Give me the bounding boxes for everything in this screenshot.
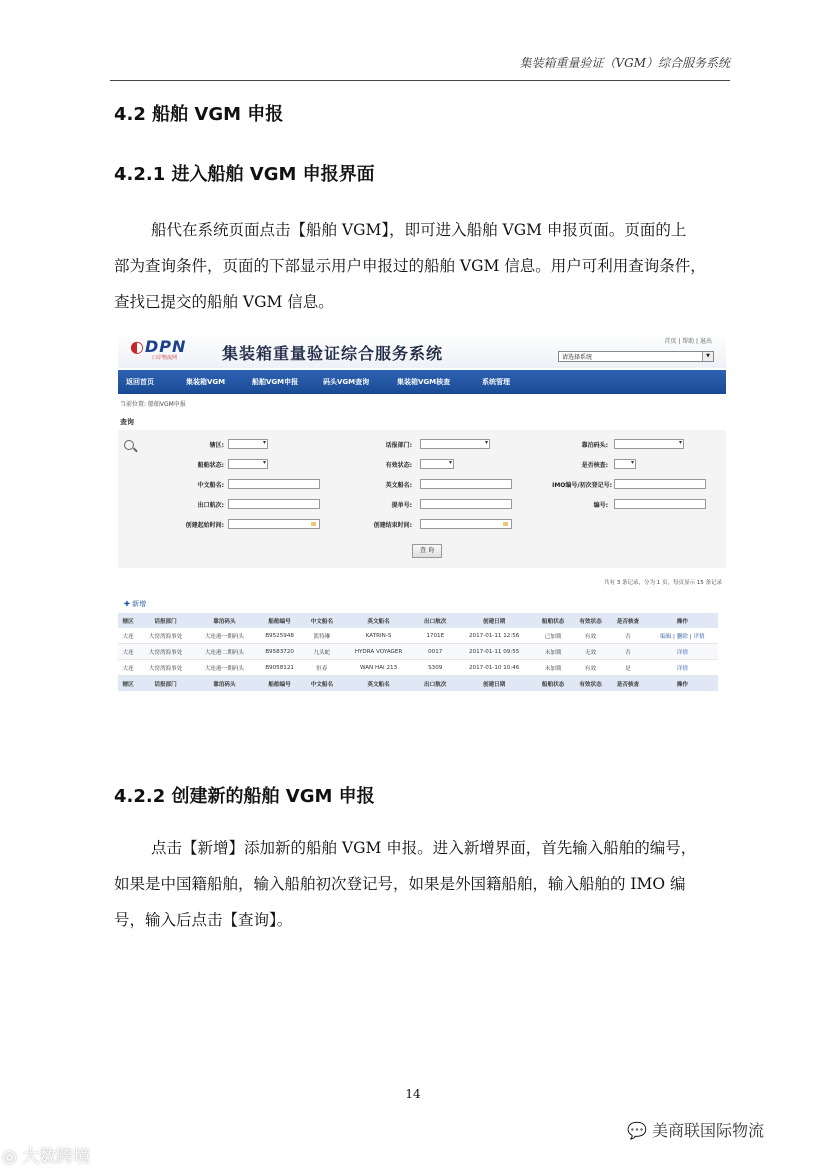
label-dept: 话报部门:: [385, 442, 412, 449]
cell: B9525948: [256, 628, 303, 644]
th: 出口航次: [417, 613, 454, 628]
nav-vgm-check[interactable]: 集装箱VGM核查: [397, 378, 451, 386]
cell: S309: [417, 660, 454, 676]
checked-select[interactable]: [614, 459, 636, 469]
cell: 大连港一期码头: [193, 660, 256, 676]
code-input[interactable]: [614, 499, 706, 509]
paragraph-create-vgm: [114, 830, 726, 938]
cell: 未加锁: [534, 660, 571, 676]
table-footer-row: [118, 676, 718, 692]
cell: B9583720: [256, 644, 303, 660]
label-voyage: 出口航次:: [197, 502, 224, 509]
label-en-name: 英文船名:: [385, 482, 412, 489]
para-line: 查找已提交的船舶 VGM 信息。: [114, 293, 334, 311]
label-ship-status: 船舶状态:: [197, 462, 224, 469]
cell: 否: [609, 644, 646, 660]
query-button[interactable]: 查 询: [412, 544, 442, 558]
para-line: 部为查询条件，页面的下部显示用户申报过的船舶 VGM 信息。用户可利用查询条件，: [114, 257, 706, 275]
para-line: 点击【新增】添加新的船舶 VGM 申报。进入新增界面，首先输入船舶的编号，: [151, 839, 697, 857]
query-title: 查询: [120, 418, 134, 426]
th: 船舶编号: [256, 676, 303, 692]
ship-status-select[interactable]: [228, 459, 268, 469]
cell: 已加锁: [534, 628, 571, 644]
th: 创建日期: [454, 613, 534, 628]
para-line: 船代在系统页面点击【船舶 VGM】，即可进入船舶 VGM 申报页面。页面的上: [151, 221, 687, 239]
row-actions[interactable]: 详情: [647, 660, 718, 676]
th: 是否核查: [609, 613, 646, 628]
cell: 有效: [572, 628, 609, 644]
th: 英文船名: [341, 676, 417, 692]
cell: 凯特琳: [303, 628, 340, 644]
chevron-down-icon: ▼: [702, 352, 713, 361]
th: 中文船名: [303, 613, 340, 628]
th: 船舶状态: [534, 676, 571, 692]
cell: 大窑湾海事处: [138, 644, 193, 660]
top-links[interactable]: 首页 | 帮助 | 退出: [664, 338, 712, 345]
cell: 有效: [572, 660, 609, 676]
cell: 大连: [118, 628, 138, 644]
label-code: 编号:: [593, 502, 608, 509]
watermark-right: 💬 美商联国际物流: [627, 1121, 765, 1140]
cn-name-input[interactable]: [228, 479, 320, 489]
th: 有效状态: [572, 613, 609, 628]
cell: 大连: [118, 644, 138, 660]
watermark-left: ◎ 大数跨境: [2, 1147, 91, 1167]
cell: 否: [609, 628, 646, 644]
imo-input[interactable]: [614, 479, 706, 489]
label-valid-status: 有效状态:: [385, 462, 412, 469]
record-count: 共有 3 条记录，分为 1 页，每页显示 15 条记录: [604, 580, 722, 586]
label-region: 辖区:: [209, 442, 224, 449]
cell: 2017-01-11 12:56: [454, 628, 534, 644]
row-actions[interactable]: 详情: [647, 644, 718, 660]
nav-home[interactable]: 返回首页: [126, 378, 154, 386]
cell: 2017-01-11 09:55: [454, 644, 534, 660]
th: 出口航次: [417, 676, 454, 692]
cell: 大连港一期码头: [193, 628, 256, 644]
declare-no-input[interactable]: [420, 499, 512, 509]
header-divider: [110, 80, 730, 81]
th: 操作: [647, 613, 718, 628]
cell: 大连港二期码头: [193, 644, 256, 660]
cell: KATRIN-S: [341, 628, 417, 644]
th: 英文船名: [341, 613, 417, 628]
section-heading-4-2-2: 4.2.2 创建新的船舶 VGM 申报: [114, 786, 375, 807]
cell: 未加锁: [534, 644, 571, 660]
table-row[interactable]: [118, 628, 718, 644]
add-label: 新增: [132, 600, 147, 608]
cell: 恒春: [303, 660, 340, 676]
region-select[interactable]: [228, 439, 268, 449]
label-end-time: 创建结束时间:: [373, 522, 412, 529]
th: 船舶编号: [256, 613, 303, 628]
label-dock: 靠泊码头:: [581, 442, 608, 449]
table-row[interactable]: [118, 644, 718, 660]
cell: WAN HAI 213: [341, 660, 417, 676]
running-header: 集装箱重量验证（VGM）综合服务系统: [519, 56, 730, 70]
th: 船舶状态: [534, 613, 571, 628]
search-icon: [124, 440, 134, 450]
cell: 大连: [118, 660, 138, 676]
label-start-time: 创建起始时间:: [185, 522, 224, 529]
page-number: 14: [405, 1087, 421, 1101]
dept-select[interactable]: [420, 439, 490, 449]
wechat-icon: 💬: [627, 1121, 647, 1140]
query-panel: [118, 430, 726, 568]
th: 靠泊码头: [193, 613, 256, 628]
cell: 是: [609, 660, 646, 676]
cell: B9058121: [256, 660, 303, 676]
label-declare-no: 提单号:: [391, 502, 412, 509]
cell: 大窑湾海事处: [138, 660, 193, 676]
voyage-input[interactable]: [228, 499, 320, 509]
th: 操作: [647, 676, 718, 692]
system-select[interactable]: 请选择系统 ▼: [558, 351, 714, 362]
system-title: 集装箱重量验证综合服务系统: [222, 344, 444, 363]
add-button[interactable]: [124, 599, 146, 609]
table-header-row: [118, 613, 718, 628]
paragraph-enter-vgm: [114, 212, 726, 320]
th: 话报部门: [138, 676, 193, 692]
breadcrumb: 当前位置: 船舶VGM申报: [120, 401, 186, 408]
th: 靠泊码头: [193, 676, 256, 692]
th: 辖区: [118, 676, 138, 692]
system-banner: [118, 332, 726, 368]
label-cn-name: 中文船名:: [197, 482, 224, 489]
th: 话报部门: [138, 613, 193, 628]
label-checked: 是否核查:: [581, 462, 608, 469]
row-actions[interactable]: 编辑 | 删除 | 详情: [647, 628, 718, 644]
table-row[interactable]: [118, 660, 718, 676]
th: 是否核查: [609, 676, 646, 692]
th: 有效状态: [572, 676, 609, 692]
nav-container-vgm[interactable]: 集装箱VGM: [186, 378, 226, 386]
system-screenshot: [118, 332, 726, 704]
para-line: 如果是中国籍船舶，输入船舶初次登记号，如果是外国籍船舶，输入船舶的 IMO 编: [114, 875, 686, 893]
dpn-logo: ◐DPN 口岸物流网: [130, 337, 187, 361]
nav-dock-vgm[interactable]: 码头VGM查询: [323, 378, 370, 386]
th: 中文船名: [303, 676, 340, 692]
label-imo: IMO编号/初次登记号:: [552, 482, 612, 489]
th: 创建日期: [454, 676, 534, 692]
start-time-input[interactable]: [228, 519, 320, 529]
cell: HYDRA VOYAGER: [341, 644, 417, 660]
en-name-input[interactable]: [420, 479, 512, 489]
section-heading-4-2: 4.2 船舶 VGM 申报: [114, 104, 284, 125]
dock-select[interactable]: [614, 439, 684, 449]
add-icon: ✚: [124, 600, 130, 608]
cell: 无效: [572, 644, 609, 660]
vgm-table: [118, 613, 718, 691]
end-time-input[interactable]: [420, 519, 512, 529]
cell: 1701E: [417, 628, 454, 644]
cell: 大窑湾海事处: [138, 628, 193, 644]
section-heading-4-2-1: 4.2.1 进入船舶 VGM 申报界面: [114, 164, 375, 185]
para-line: 号，输入后点击【查询】。: [114, 911, 293, 929]
cell: 九头蛇: [303, 644, 340, 660]
valid-status-select[interactable]: [420, 459, 454, 469]
nav-system-admin[interactable]: 系统管理: [482, 378, 510, 386]
th: 辖区: [118, 613, 138, 628]
cell: 2017-01-10 10:46: [454, 660, 534, 676]
cell: 0017: [417, 644, 454, 660]
nav-ship-vgm[interactable]: 船舶VGM申报: [252, 378, 299, 386]
main-nav: [118, 370, 726, 394]
